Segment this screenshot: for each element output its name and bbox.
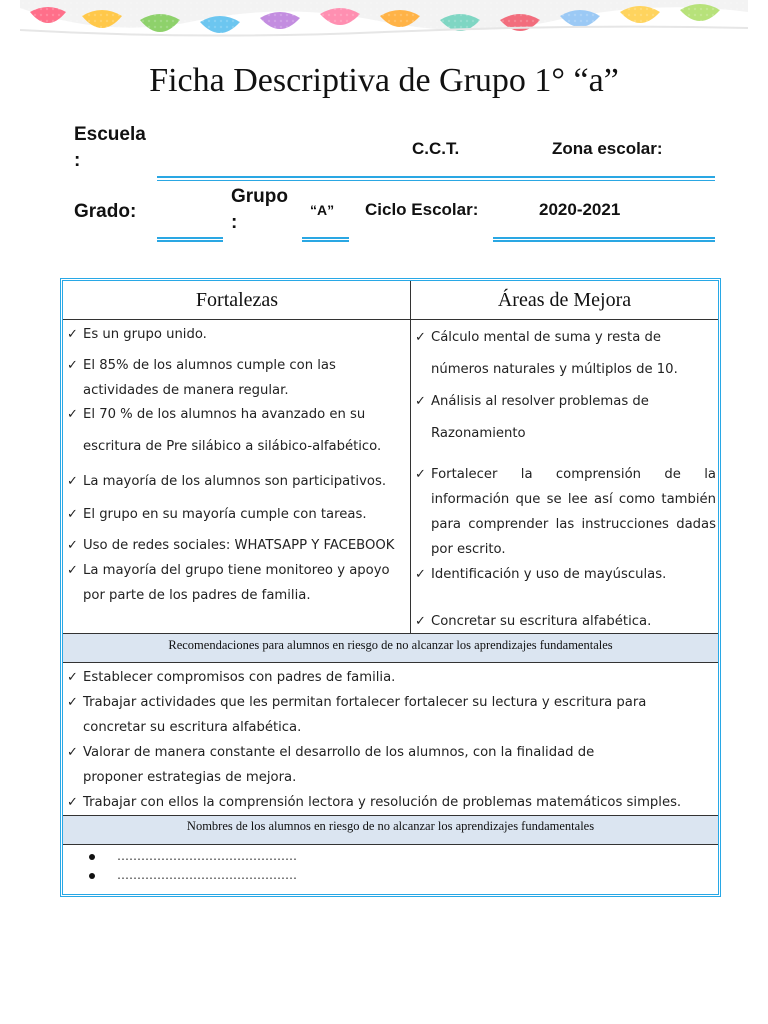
mejora-header: Áreas de Mejora [497,289,632,311]
decorative-banner [20,0,748,40]
header-divider [63,319,718,320]
ciclo-escolar-value: 2020-2021 [539,200,621,219]
fortaleza-item: ✓ La mayoría de los alumnos son participativos. [67,474,387,489]
recomendaciones-cell [63,665,718,815]
fortalezas-header: Fortalezas [195,289,279,311]
fortaleza-item: ✓ El grupo en su mayoría cumple con tareas. [67,507,367,522]
mejora-item: ✓ Cálculo mental de suma y resta de números naturales y múltiplos de 10. [415,330,678,377]
bullet-icon [89,873,95,879]
descriptive-table [60,278,721,897]
mejora-item: ✓ Concretar su escritura alfabética. [415,614,652,629]
page-title: Ficha Descriptiva de Grupo 1° “a” [149,62,619,99]
mejora-cell [411,322,718,632]
zona-escolar-label: Zona escolar: [552,139,663,158]
escuela-line [157,176,715,181]
ciclo-line [493,237,715,242]
grupo-label-text: Grupo [231,186,288,207]
fortaleza-item: ✓ Es un grupo unido. [67,327,207,342]
fortaleza-item: ✓ Uso de redes sociales: WHATSAPP Y FACEBOOK [67,538,395,553]
grado-label: Grado: [74,201,137,222]
escuela-label-text: Escuela [74,124,146,145]
mejora-item: ✓ Análisis al resolver problemas de Razonamiento [415,394,649,441]
grupo-line [302,237,349,242]
escuela-label [74,122,146,174]
fortaleza-item: ✓ El 70 % de los alumnos ha avanzado en su escritura de Pre silábico a silábico-alfabético. [67,407,382,454]
bullet-icon [89,854,95,860]
recomendaciones-header: Recomendaciones para alumnos en riesgo de no alcanzar los aprendizajes fundamentales [63,634,718,662]
cct-label: C.C.T. [412,139,460,158]
recomendacion-item: ✓ Trabajar con ellos la comprensión lectora y resolución de problemas matemáticos simples. [67,795,682,810]
ciclo-escolar-label: Ciclo Escolar: [365,200,479,219]
mejora-item: ✓ Fortalecer la comprensión de la información que se lee así como también para comprender las instrucciones dadas por escrito. [415,467,716,557]
grado-line [157,237,223,242]
nombres-header: Nombres de los alumnos en riesgo de no alcanzar los aprendizajes fundamentales [63,816,718,844]
mejora-item: ✓ Identificación y uso de mayúsculas. [415,567,667,582]
nombre-item: ……………………………………… [89,849,297,863]
fortaleza-item: ✓ El 85% de los alumnos cumple con las actividades de manera regular. [67,358,336,398]
recomendacion-item: ✓ Trabajar actividades que les permitan fortalecer fortalecer su lectura y escritura para concretar su escritura alfabética. [67,695,647,735]
grupo-colon: : [231,212,238,233]
escuela-colon: : [74,150,81,171]
recomendacion-item: ✓ Valorar de manera constante el desarrollo de los alumnos, con la finalidad de proponer estrategias de mejora. [67,745,595,785]
fortaleza-item: ✓ La mayoría del grupo tiene monitoreo y apoyo por parte de los padres de familia. [67,563,390,603]
fortalezas-cell [63,322,410,632]
recomendacion-item: ✓ Establecer compromisos con padres de familia. [67,670,396,685]
recomendaciones-bottom-divider [63,662,718,663]
nombre-item: ……………………………………… [89,868,297,882]
nombres-bottom-divider [63,844,718,845]
grupo-label [231,184,288,236]
grupo-value: “A” [310,202,335,218]
